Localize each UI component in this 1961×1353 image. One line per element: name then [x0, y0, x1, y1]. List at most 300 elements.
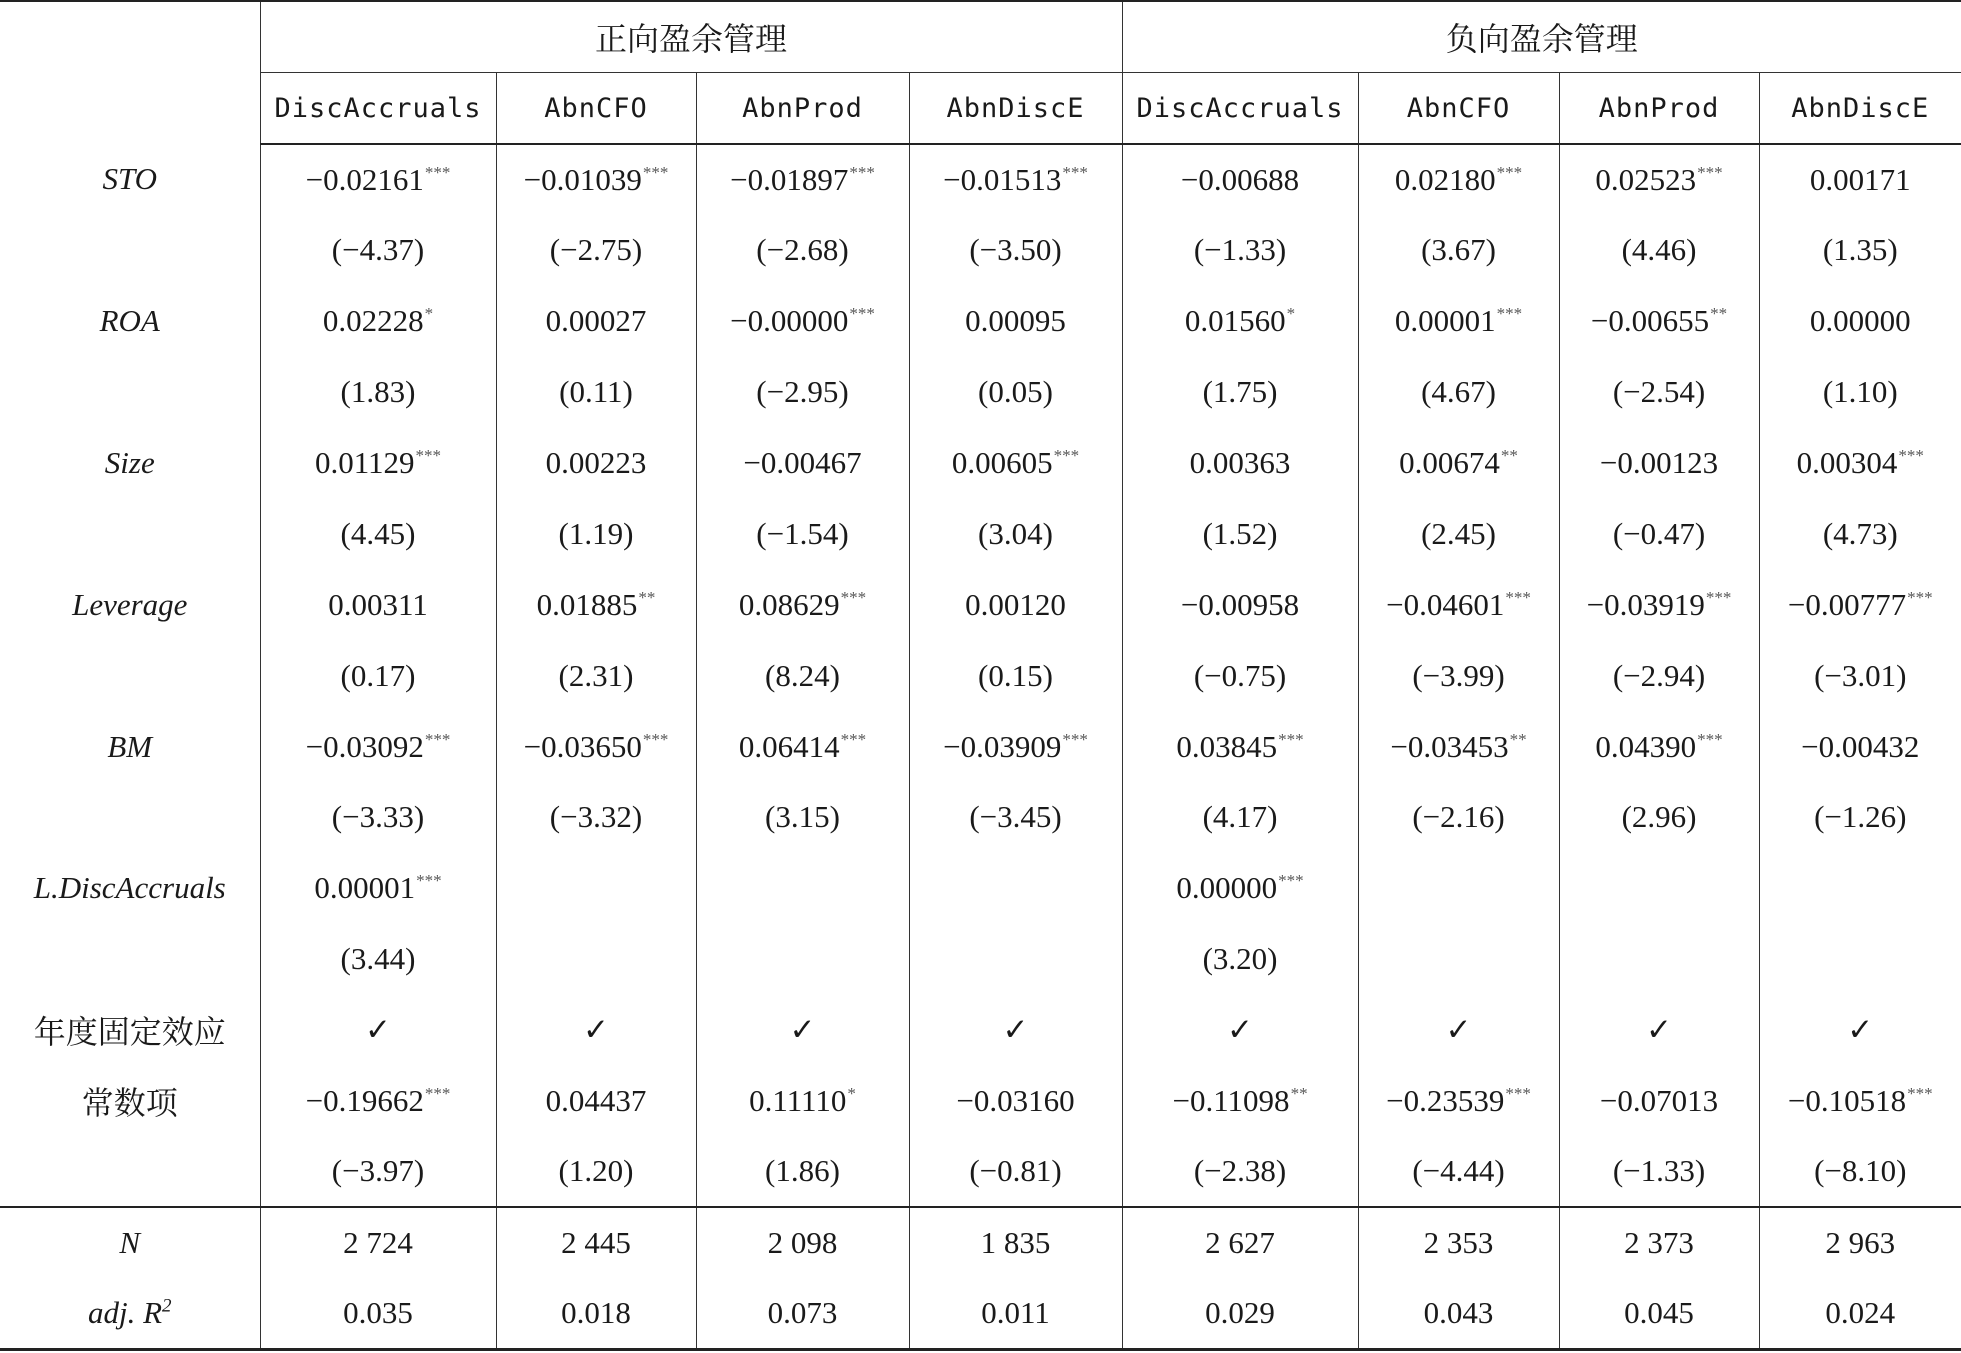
table-cell: 0.045	[1559, 1278, 1759, 1349]
table-cell	[909, 569, 1122, 640]
table-cell	[1358, 428, 1559, 499]
significance-stars: ***	[840, 729, 867, 749]
cell-value: (−2.75)	[549, 232, 643, 268]
tstat-row	[0, 215, 1961, 286]
cell-value: (2.31)	[558, 657, 634, 693]
table-cell	[1559, 215, 1759, 286]
cell-value: −0.00000	[730, 303, 849, 339]
cell-value: (−0.81)	[969, 1153, 1062, 1189]
table-cell: 0.043	[1358, 1278, 1559, 1349]
table-cell	[260, 428, 496, 499]
table-cell	[1122, 1066, 1358, 1137]
significance-stars: ***	[1505, 1084, 1531, 1104]
table-cell	[1559, 853, 1759, 924]
table-cell	[696, 995, 909, 1066]
cell-value: 0.04437	[545, 1083, 647, 1119]
significance-stars: **	[1710, 304, 1728, 324]
table-cell	[1358, 782, 1559, 853]
significance-stars: *	[847, 1084, 856, 1104]
cell-value: −0.00688	[1180, 161, 1300, 197]
cell-value: (0.15)	[978, 657, 1053, 693]
table-cell	[1559, 1066, 1759, 1137]
cell-value: (3.15)	[765, 799, 840, 835]
stat-label-superscript: 2	[162, 1295, 172, 1317]
table-cell	[1358, 357, 1559, 428]
cell-value: (0.05)	[978, 374, 1053, 410]
significance-stars: **	[1290, 1084, 1308, 1104]
cell-value: (1.35)	[1822, 232, 1898, 268]
cell-value: 0.00311	[328, 586, 428, 622]
cell-value: ✓	[789, 1012, 816, 1048]
cell-value: (−3.99)	[1412, 657, 1505, 693]
group-header-positive: 正向盈余管理	[260, 1, 1122, 73]
table-cell	[1759, 640, 1961, 711]
cell-value: 0.01560	[1184, 303, 1286, 339]
cell-value: −0.03092	[305, 728, 424, 764]
table-cell	[696, 640, 909, 711]
cell-value: −0.01513	[943, 161, 1062, 197]
coef-row	[0, 995, 1961, 1066]
table-cell	[1358, 1066, 1559, 1137]
cell-value: 0.02180	[1394, 161, 1496, 197]
table-cell	[496, 357, 696, 428]
table-cell	[1559, 428, 1759, 499]
table-cell	[1358, 995, 1559, 1066]
cell-value: −0.03160	[956, 1083, 1075, 1119]
cell-value: (−3.33)	[331, 799, 425, 835]
table-cell: 2 724	[260, 1207, 496, 1278]
cell-value: 0.00027	[545, 303, 647, 339]
cell-value: −0.03919	[1586, 586, 1705, 622]
table-cell	[1759, 782, 1961, 853]
table-cell	[1122, 995, 1358, 1066]
table-cell	[909, 357, 1122, 428]
table-cell	[1122, 924, 1358, 995]
cell-value: (−2.16)	[1412, 799, 1505, 835]
cell-value: −0.01897	[730, 161, 849, 197]
table-cell	[496, 995, 696, 1066]
table-cell	[496, 1066, 696, 1137]
cell-value: (1.75)	[1202, 374, 1278, 410]
table-cell	[496, 640, 696, 711]
table-cell	[1759, 428, 1961, 499]
row-label	[0, 357, 260, 428]
significance-stars: ***	[1062, 729, 1088, 749]
table-cell	[696, 853, 909, 924]
cell-value: (−0.47)	[1612, 515, 1706, 551]
cell-value: −0.10518	[1787, 1083, 1907, 1119]
column-header: AbnProd	[1559, 73, 1759, 145]
cell-value: (−8.10)	[1814, 1153, 1907, 1189]
table-cell	[1122, 286, 1358, 357]
cell-value: 0.00363	[1189, 445, 1291, 480]
table-cell	[260, 782, 496, 853]
cell-value: −0.02161	[305, 161, 424, 197]
summary-stat-rows	[0, 1207, 1961, 1349]
table-cell	[260, 498, 496, 569]
row-label	[0, 1278, 260, 1349]
table-cell	[1559, 782, 1759, 853]
cell-value: (8.24)	[765, 657, 840, 693]
table-cell	[260, 215, 496, 286]
table-cell	[496, 498, 696, 569]
table-cell	[909, 782, 1122, 853]
table-cell	[1559, 1136, 1759, 1207]
cell-value: (3.67)	[1421, 232, 1496, 268]
cell-value: 0.00001	[1394, 303, 1496, 339]
cell-value: (−3.97)	[331, 1153, 425, 1189]
table-cell	[909, 428, 1122, 499]
tstat-row	[0, 1136, 1961, 1207]
table-cell	[909, 286, 1122, 357]
significance-stars: ***	[840, 587, 867, 607]
cell-value: −0.01039	[523, 161, 642, 197]
cell-value: (0.11)	[559, 374, 633, 410]
table-cell: 0.011	[909, 1278, 1122, 1349]
table-cell	[909, 215, 1122, 286]
cell-value: ✓	[1002, 1012, 1029, 1048]
table-cell	[496, 569, 696, 640]
tstat-row	[0, 782, 1961, 853]
cell-value: 0.00120	[965, 586, 1066, 622]
cell-value: (1.52)	[1202, 515, 1278, 551]
row-label: 年度固定效应	[33, 1013, 226, 1052]
table-cell	[1122, 215, 1358, 286]
table-cell	[909, 498, 1122, 569]
significance-stars: ***	[416, 871, 442, 891]
significance-stars: ***	[642, 729, 669, 749]
table-cell	[909, 1066, 1122, 1137]
cell-value: (2.45)	[1421, 515, 1496, 551]
significance-stars: ***	[424, 1084, 451, 1104]
table-cell	[696, 286, 909, 357]
column-header: AbnCFO	[1358, 73, 1559, 145]
table-cell	[1122, 853, 1358, 924]
cell-value: (−3.50)	[969, 232, 1062, 268]
table-cell	[1759, 995, 1961, 1066]
column-header: AbnDiscE	[1759, 73, 1961, 145]
stat-row	[0, 1207, 1961, 1278]
cell-value: 0.00001	[314, 870, 416, 906]
cell-value: 0.04390	[1595, 728, 1697, 764]
cell-value: (4.67)	[1421, 374, 1496, 410]
row-label	[0, 924, 260, 995]
cell-value: (−1.54)	[756, 515, 849, 551]
table-cell	[1759, 924, 1961, 995]
cell-value: ✓	[1646, 1012, 1672, 1048]
table-cell	[696, 924, 909, 995]
table-cell	[909, 853, 1122, 924]
table-cell	[260, 569, 496, 640]
cell-value: (0.17)	[340, 657, 416, 693]
table-cell	[909, 995, 1122, 1066]
significance-stars: ***	[1053, 446, 1080, 465]
table-cell: 0.035	[260, 1278, 496, 1349]
table-cell	[696, 357, 909, 428]
cell-value: −0.00432	[1801, 728, 1920, 764]
cell-value: (1.10)	[1822, 374, 1898, 410]
cell-value: (1.86)	[765, 1153, 840, 1189]
cell-value: 0.02228	[322, 303, 424, 339]
significance-stars: ***	[415, 446, 442, 465]
table-cell	[1358, 215, 1559, 286]
table-cell	[696, 215, 909, 286]
cell-value: (3.20)	[1202, 941, 1278, 977]
cell-value: (−2.38)	[1193, 1153, 1287, 1189]
column-header: AbnDiscE	[909, 73, 1122, 145]
cell-value: ✓	[1847, 1012, 1874, 1048]
cell-value: −0.00123	[1599, 445, 1719, 480]
table-cell: 2 353	[1358, 1207, 1559, 1278]
cell-value: (−1.33)	[1612, 1153, 1706, 1189]
tstat-row	[0, 924, 1961, 995]
table-cell	[1122, 711, 1358, 782]
table-cell	[260, 853, 496, 924]
cell-value: (4.17)	[1202, 799, 1278, 835]
table-cell: 2 098	[696, 1207, 909, 1278]
table-cell: 2 445	[496, 1207, 696, 1278]
cell-value: −0.00777	[1787, 586, 1907, 622]
cell-value: (1.83)	[340, 374, 416, 410]
table-cell	[260, 640, 496, 711]
table-cell	[496, 924, 696, 995]
cell-value: −0.04601	[1386, 586, 1505, 622]
significance-stars: ***	[424, 162, 451, 182]
table-cell	[496, 782, 696, 853]
table-cell	[1559, 569, 1759, 640]
row-label	[0, 215, 260, 286]
table-cell	[1122, 144, 1358, 215]
coef-row	[0, 286, 1961, 357]
cell-value: 0.00304	[1796, 445, 1898, 480]
cell-value: −0.03453	[1390, 728, 1509, 764]
cell-value: −0.11098	[1172, 1083, 1290, 1119]
table-cell	[1559, 640, 1759, 711]
table-cell	[1358, 853, 1559, 924]
table-cell	[260, 711, 496, 782]
table-cell	[1759, 569, 1961, 640]
table-cell	[1559, 711, 1759, 782]
table-cell	[1759, 215, 1961, 286]
cell-value: (−4.37)	[331, 232, 425, 268]
cell-value: −0.03909	[943, 728, 1062, 764]
row-label: 常数项	[81, 1084, 178, 1123]
table-cell: 0.073	[696, 1278, 909, 1349]
table-cell	[1559, 498, 1759, 569]
cell-value: −0.00467	[743, 445, 862, 480]
significance-stars: ***	[1898, 446, 1924, 465]
table-cell	[1122, 1136, 1358, 1207]
significance-stars: ***	[1705, 587, 1732, 607]
row-label: BM	[107, 728, 153, 764]
cell-value: (4.73)	[1822, 515, 1898, 551]
cell-value: 0.03845	[1176, 728, 1278, 764]
column-header: AbnProd	[696, 73, 909, 145]
row-label	[0, 1207, 260, 1278]
table-cell	[696, 569, 909, 640]
coef-row	[0, 711, 1961, 782]
row-label: L.DiscAccruals	[33, 870, 226, 906]
table-cell: 1 835	[909, 1207, 1122, 1278]
row-label	[0, 782, 260, 853]
significance-stars: *	[1286, 304, 1296, 324]
cell-value: 0.00000	[1809, 303, 1911, 339]
table-cell	[1122, 428, 1358, 499]
stat-label-text: adj. R	[87, 1294, 163, 1330]
cell-value: 0.00095	[965, 303, 1066, 339]
cell-value: 0.00605	[951, 445, 1053, 480]
cell-value: (−1.33)	[1193, 232, 1287, 268]
table-cell	[1559, 924, 1759, 995]
table-cell	[909, 640, 1122, 711]
cell-value: (−2.54)	[1612, 374, 1706, 410]
table-cell	[1759, 711, 1961, 782]
cell-value: (−2.95)	[756, 374, 849, 410]
cell-value: −0.03650	[523, 728, 642, 764]
table-cell	[260, 1136, 496, 1207]
row-label: ROA	[99, 303, 160, 339]
cell-value: 0.02523	[1595, 161, 1697, 197]
column-header-row	[0, 73, 1961, 145]
stat-label-text: N	[119, 1225, 141, 1261]
significance-stars: ***	[1505, 587, 1531, 607]
table-cell	[496, 711, 696, 782]
cell-value: (1.20)	[558, 1153, 634, 1189]
cell-value: 0.00171	[1809, 161, 1911, 197]
significance-stars: ***	[1697, 162, 1723, 182]
table-cell	[496, 286, 696, 357]
table-cell	[1122, 498, 1358, 569]
coef-row	[0, 428, 1961, 499]
table-cell	[496, 853, 696, 924]
table-cell	[260, 995, 496, 1066]
row-label: STO	[102, 161, 158, 197]
significance-stars: **	[1500, 446, 1518, 465]
cell-value: (−2.94)	[1612, 657, 1706, 693]
table-cell	[909, 924, 1122, 995]
cell-value: ✓	[1445, 1012, 1472, 1048]
group-header-negative: 负向盈余管理	[1122, 1, 1961, 73]
table-cell	[1358, 711, 1559, 782]
cell-value: (4.46)	[1621, 232, 1697, 268]
cell-value: (4.45)	[340, 515, 416, 551]
table-cell	[496, 428, 696, 499]
significance-stars: ***	[849, 162, 875, 182]
cell-value: 0.00000	[1176, 870, 1278, 906]
table-cell: 0.018	[496, 1278, 696, 1349]
table-cell	[1358, 569, 1559, 640]
cell-value: 0.06414	[738, 728, 840, 764]
table-cell	[1122, 569, 1358, 640]
column-header: DiscAccruals	[1122, 73, 1358, 145]
table-cell	[696, 711, 909, 782]
cell-value: (1.19)	[558, 515, 634, 551]
significance-stars: ***	[1907, 1084, 1933, 1104]
table-cell	[909, 711, 1122, 782]
table-cell	[696, 144, 909, 215]
cell-value: ✓	[583, 1012, 609, 1048]
significance-stars: ***	[1907, 587, 1933, 607]
cell-value: −0.00655	[1590, 303, 1710, 339]
tstat-row	[0, 640, 1961, 711]
cell-value: (−2.68)	[756, 232, 849, 268]
coef-row	[0, 1066, 1961, 1137]
table-cell	[909, 144, 1122, 215]
table-cell	[260, 286, 496, 357]
header-corner	[0, 1, 260, 144]
table-cell	[1358, 924, 1559, 995]
cell-value: 0.01129	[314, 445, 415, 480]
table-cell	[1122, 640, 1358, 711]
row-label	[0, 1136, 260, 1207]
tstat-row	[0, 357, 1961, 428]
table-cell	[1122, 782, 1358, 853]
cell-value: 0.08629	[738, 586, 840, 622]
table-cell	[1358, 144, 1559, 215]
table-cell	[1759, 357, 1961, 428]
significance-stars: ***	[642, 162, 669, 182]
cell-value: (−3.45)	[969, 799, 1062, 835]
cell-value: (3.04)	[978, 515, 1053, 551]
table-cell	[260, 1066, 496, 1137]
table-cell	[1759, 1136, 1961, 1207]
table-cell	[696, 782, 909, 853]
coef-row	[0, 853, 1961, 924]
cell-value: −0.00958	[1180, 586, 1300, 622]
table-cell	[496, 215, 696, 286]
table-cell	[696, 1066, 909, 1137]
table-cell	[1559, 995, 1759, 1066]
cell-value: 0.00223	[545, 445, 647, 480]
significance-stars: ***	[424, 729, 451, 749]
table-cell: 0.029	[1122, 1278, 1358, 1349]
column-header: DiscAccruals	[260, 73, 496, 145]
table-cell	[909, 1136, 1122, 1207]
significance-stars: *	[424, 304, 434, 324]
row-label: Size	[104, 445, 155, 480]
table-cell	[1759, 286, 1961, 357]
coef-row	[0, 144, 1961, 215]
cell-value: −0.07013	[1599, 1083, 1719, 1119]
cell-value: (−3.01)	[1814, 657, 1907, 693]
cell-value: (−0.75)	[1193, 657, 1287, 693]
table-cell	[1122, 357, 1358, 428]
cell-value: (3.44)	[340, 941, 416, 977]
cell-value: (−1.26)	[1814, 799, 1907, 835]
table-cell	[1358, 1136, 1559, 1207]
row-label	[0, 640, 260, 711]
table-cell	[1358, 640, 1559, 711]
table-cell	[696, 428, 909, 499]
table-cell: 2 627	[1122, 1207, 1358, 1278]
significance-stars: **	[1509, 729, 1527, 749]
coef-row	[0, 569, 1961, 640]
significance-stars: ***	[849, 304, 875, 324]
cell-value: ✓	[365, 1012, 391, 1048]
significance-stars: ***	[1062, 162, 1088, 182]
table-cell	[1559, 286, 1759, 357]
row-label: Leverage	[72, 586, 188, 622]
table-cell	[696, 1136, 909, 1207]
table-cell	[1559, 144, 1759, 215]
cell-value: (−4.44)	[1412, 1153, 1505, 1189]
table-cell: 0.024	[1759, 1278, 1961, 1349]
cell-value: −0.19662	[305, 1083, 424, 1119]
table-cell	[496, 1136, 696, 1207]
table-cell: 2 373	[1559, 1207, 1759, 1278]
table-cell	[1358, 498, 1559, 569]
significance-stars: ***	[1278, 871, 1304, 891]
